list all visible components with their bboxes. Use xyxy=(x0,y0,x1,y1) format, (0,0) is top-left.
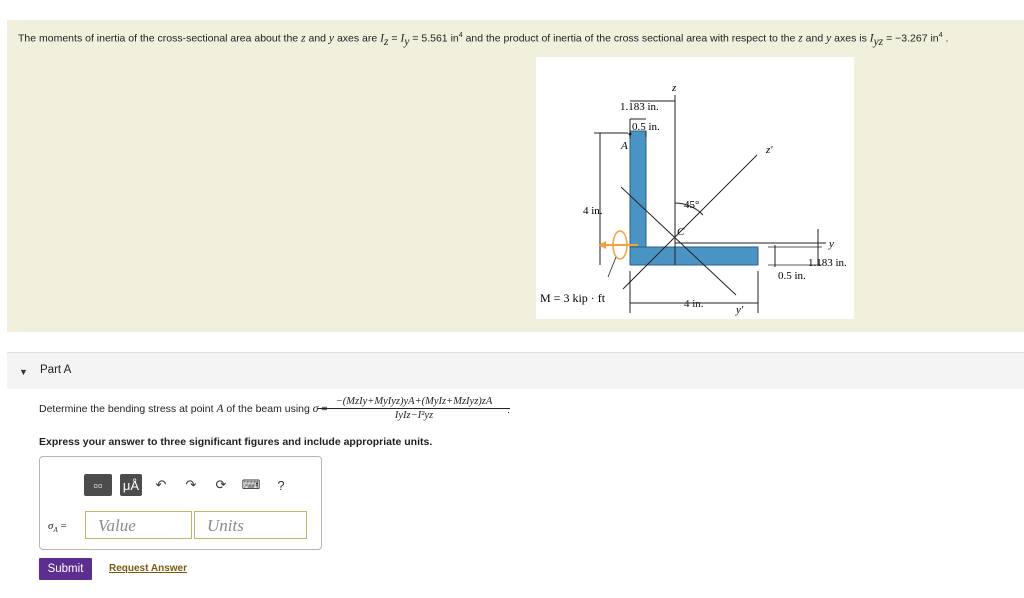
formula-numerator: −(MzIy+MyIyz)yA+(MyIz+MzIyz)zA xyxy=(318,396,510,409)
part-a-title: Part A xyxy=(40,364,72,376)
z-prime-axis-label: z′ xyxy=(766,144,773,156)
dim-right-1: 1.183 in. xyxy=(808,257,847,269)
keyboard-icon[interactable]: ⌨ xyxy=(241,477,261,492)
point-a-label: A xyxy=(621,140,628,152)
bending-stress-formula xyxy=(318,396,510,421)
dim-top-1: 1.183 in. xyxy=(620,101,659,113)
y-axis-label: y xyxy=(829,238,834,250)
moment-leader xyxy=(608,257,616,277)
reset-icon[interactable]: ⟳ xyxy=(215,477,227,492)
part-a-header[interactable] xyxy=(7,352,1024,389)
problem-statement: The moments of inertia of the cross-sectional area about the z and y axes are $I_z = I_y = 5.561$ $in^4$ and the product of inertia of the cross sectional area with respect to the z and y axes is $I_{yz} = -3.267$ $in^4$ . xyxy=(18,32,949,48)
answer-format-instruction: Express your answer to three significant figures and include appropriate units. xyxy=(39,436,433,448)
units-button[interactable]: μÅ xyxy=(120,474,142,496)
templates-icon[interactable]: ▫▫ xyxy=(84,474,112,496)
z-axis-label: z xyxy=(672,82,677,94)
answer-label: $\sigma_A$ = xyxy=(48,520,67,535)
collapse-triangle-icon[interactable]: ▼ xyxy=(19,367,28,377)
angle-label: 45° xyxy=(684,199,700,211)
dim-right-2: 0.5 in. xyxy=(778,270,806,282)
dim-width-label: 4 in. xyxy=(684,298,704,310)
y-prime-axis-label: y′ xyxy=(736,304,744,316)
centroid-label: C xyxy=(677,226,685,238)
undo-icon[interactable]: ↶ xyxy=(155,477,167,492)
figure-svg xyxy=(536,57,854,319)
moment-arrowhead xyxy=(598,241,606,249)
point-a-marker xyxy=(629,133,632,136)
value-input[interactable]: Value xyxy=(85,511,192,539)
redo-icon[interactable]: ↷ xyxy=(185,477,197,492)
answer-toolbar xyxy=(84,472,300,498)
formula-period: . xyxy=(507,404,510,416)
request-answer-link[interactable]: Request Answer xyxy=(109,563,187,574)
formula-denominator: IyIz−I²yz xyxy=(394,410,434,421)
answer-box xyxy=(39,456,322,550)
submit-button[interactable]: Submit xyxy=(39,558,92,580)
dim-top-2: 0.5 in. xyxy=(632,121,660,133)
moment-label: M = 3 kip · ft xyxy=(540,291,606,305)
beam-cross-section-figure xyxy=(536,57,854,319)
problem-panel xyxy=(7,20,1024,332)
units-input[interactable]: Units xyxy=(194,511,307,539)
part-a-instruction: Determine the bending stress at point A of the beam using σ = xyxy=(39,403,328,415)
dim-height-label: 4 in. xyxy=(583,205,603,217)
help-icon[interactable]: ? xyxy=(277,477,285,493)
